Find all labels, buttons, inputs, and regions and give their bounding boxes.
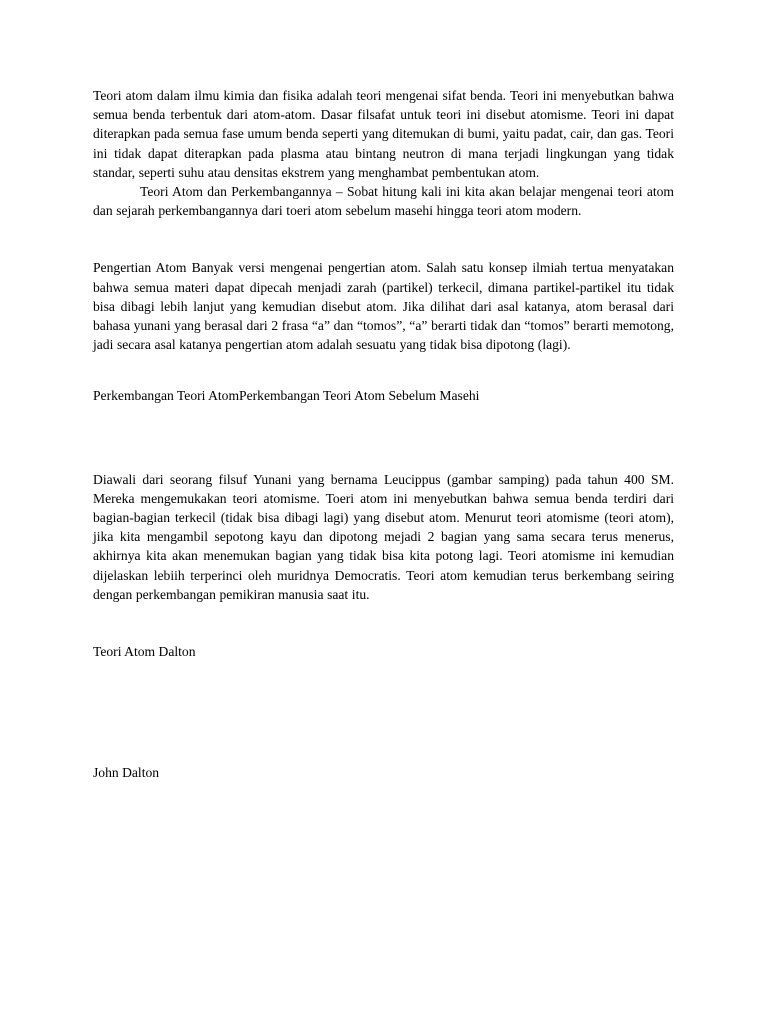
spacer — [93, 661, 674, 763]
spacer — [93, 220, 674, 258]
spacer — [93, 406, 674, 470]
section-heading-development: Perkembangan Teori AtomPerkembangan Teori Atom Sebelum Masehi — [93, 388, 480, 404]
spacer — [93, 604, 674, 642]
document-page — [93, 86, 674, 782]
caption-john-dalton: John Dalton — [93, 765, 160, 781]
spacer — [93, 354, 674, 386]
section-heading-dalton: Teori Atom Dalton — [93, 644, 196, 660]
atom-definition-paragraph: Pengertian Atom Banyak versi mengenai pengertian atom. Salah satu konsep ilmiah tertua menyatakan bahwa semua materi dapat dipecah menjadi zarah (partikel) terkecil, dimana partikel-partikel itu tidak bisa dibagi lebih lanjut yang kemudian disebut atom. Jika dilihat dari asal katanya, atom berasal dari bahasa yunani yang berasal dari 2 frasa “a” dan “tomos”, “a” berarti tidak dan “tomos” berarti memotong, jadi secara asal katanya pengertian atom adalah sesuatu yang tidak bisa dipotong (lagi). — [93, 260, 674, 353]
leucippus-paragraph: Diawali dari seorang filsuf Yunani yang bernama Leucippus (gambar samping) pada tahun 400 SM. Mereka mengemukakan teori atomisme. Toeri atom ini menyebutkan bahwa semua benda terdiri dari bagian-bagian terkecil (tidak bisa dibagi lagi) yang disebut atom. Menurut teori atomisme (teori atom), jika kita mengambil sepotong kayu dan dipotong mejadi 2 bagian yang sama secara terus menerus, akhirnya kita akan menemukan bagian yang tidak bisa kita potong lagi. Teori atomisme ini kemudian dijelaskan lebiih terperinci oleh muridnya Democratis. Teori atom kemudian terus berkembang seiring dengan perkembangan pemikiran manusia saat itu. — [93, 471, 674, 602]
development-intro-paragraph: Teori Atom dan Perkembangannya – Sobat hitung kali ini kita akan belajar mengenai teori atom dan sejarah perkembangannya dari toeri atom sebelum masehi hingga teori atom modern. — [93, 184, 674, 219]
intro-paragraph: Teori atom dalam ilmu kimia dan fisika adalah teori mengenai sifat benda. Teori ini menyebutkan bahwa semua benda terbentuk dari atom-atom. Dasar filsafat untuk teori ini disebut atomisme. Teori ini dapat diterapkan pada semua fase umum benda seperti yang ditemukan di bumi, yaitu padat, cair, dan gas. Teori ini tidak dapat diterapkan pada plasma atau bintang neutron di mana terjadi lingkungan yang tidak standar, seperti suhu atau densitas ekstrem yang menghambat pembentukan atom. — [93, 88, 674, 180]
